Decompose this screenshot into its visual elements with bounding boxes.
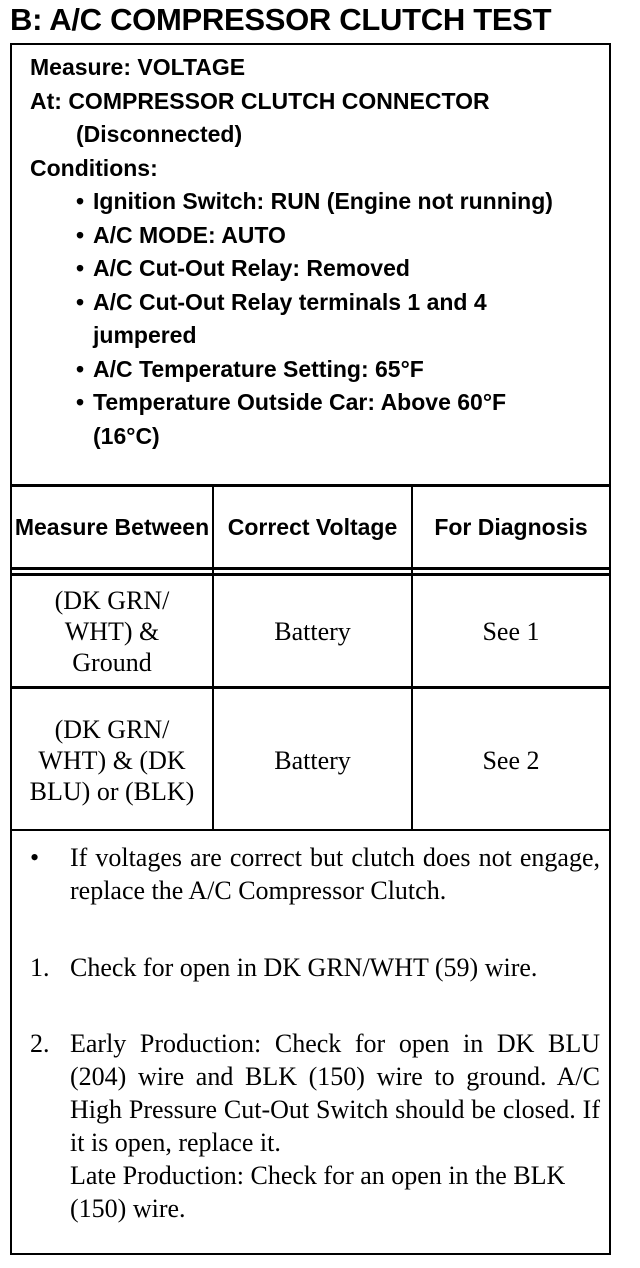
bullet-icon: • <box>76 355 85 382</box>
page-title: B: A/C COMPRESSOR CLUTCH TEST <box>10 2 552 37</box>
bullet-icon: • <box>30 843 40 872</box>
measure-location: At: COMPRESSOR CLUTCH CONNECTOR <box>30 87 490 114</box>
condition-item: • Ignition Switch: RUN (Engine not running) <box>30 185 561 219</box>
table-cell: See 2 <box>482 745 540 775</box>
test-conditions <box>12 45 609 487</box>
condition-item: • A/C Cut-Out Relay: Removed <box>30 252 561 286</box>
column-header: Correct Voltage <box>227 513 398 540</box>
test-frame <box>10 43 611 1255</box>
table-cell: (DK GRN/ WHT) & Ground <box>54 585 170 677</box>
header-divider <box>12 567 609 570</box>
condition-item: • Temperature Outside Car: Above 60°F (16°C) <box>30 386 561 453</box>
bullet-icon: • <box>76 221 85 248</box>
table-cell: See 1 <box>482 616 540 646</box>
note-item: 1. Check for open in DK GRN/WHT (59) wire. <box>30 953 538 982</box>
condition-item: • A/C Temperature Setting: 65°F <box>30 353 561 387</box>
measure-location-detail: (Disconnected) <box>76 121 243 147</box>
bullet-icon: • <box>76 389 85 415</box>
column-divider <box>411 487 413 831</box>
bullet-icon: • <box>76 188 85 214</box>
note-number: 1. <box>30 953 50 982</box>
conditions-label: Conditions: <box>30 154 158 181</box>
conditions-list <box>30 185 609 453</box>
note-item: 2. Early Production: Check for open in DK BLU (204) wire and BLK (150) wire to ground. A/C High Pressure Cut-Out Switch should be closed. If it is open, replace it. Late Production: Check for an open in the BLK (150) wire. <box>30 1029 600 1223</box>
column-divider <box>212 487 214 831</box>
bullet-icon: • <box>76 288 85 315</box>
table-cell: (DK GRN/ WHT) & (DK BLU) or (BLK) <box>29 714 195 806</box>
measure-type: Measure: VOLTAGE <box>30 54 246 80</box>
column-header: Measure Between <box>14 513 210 540</box>
note-item: • If voltages are correct but clutch does not engage, replace the A/C Compressor Clutch. <box>30 843 600 905</box>
condition-item: • A/C Cut-Out Relay terminals 1 and 4 jumpered <box>30 286 561 353</box>
condition-item: • A/C MODE: AUTO <box>30 219 561 253</box>
measurement-table <box>12 487 609 831</box>
bullet-icon: • <box>76 255 85 281</box>
table-cell: Battery <box>274 616 351 646</box>
table-bottom-border <box>12 829 609 831</box>
table-cell: Battery <box>274 745 351 775</box>
column-header: For Diagnosis <box>434 513 588 540</box>
note-number: 2. <box>30 1029 50 1058</box>
